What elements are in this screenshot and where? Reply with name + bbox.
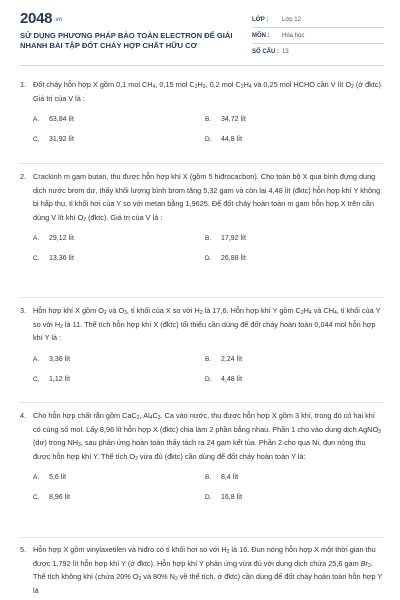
option-value: 4,48 lít — [221, 375, 243, 383]
worksheet-meta — [252, 12, 384, 65]
question-1 — [20, 78, 384, 144]
answer-options — [33, 473, 384, 502]
worksheet-header — [20, 10, 384, 66]
logo-text: 2048 — [20, 10, 53, 27]
option-d[interactable] — [205, 254, 377, 263]
option-value: 16,8 lít — [221, 494, 243, 502]
option-letter: B. — [205, 355, 212, 363]
option-letter: B. — [205, 474, 212, 482]
option-value: 26,88 lít — [221, 255, 246, 263]
title-line-2: NHANH BÀI TẬP ĐỐT CHÁY HỢP CHẤT HỮU CƠ — [20, 41, 198, 50]
question-3 — [20, 304, 384, 384]
option-letter: A. — [33, 116, 40, 124]
question-count-value: 13 — [282, 48, 289, 55]
option-b[interactable] — [205, 234, 377, 243]
option-letter: A. — [33, 235, 40, 243]
option-value: 34,72 lít — [221, 116, 246, 124]
question-number: 1. — [20, 80, 27, 89]
question-body — [20, 78, 384, 105]
answer-options — [33, 115, 384, 144]
subject-label: MÔN : — [252, 32, 270, 39]
question-body — [20, 409, 384, 463]
option-letter: D. — [205, 136, 212, 144]
option-b[interactable] — [205, 473, 377, 482]
option-value: 63,84 lít — [49, 116, 74, 124]
question-number: 4. — [20, 411, 27, 420]
logo-suffix: .vn — [54, 17, 62, 23]
option-value: 13,36 lít — [49, 255, 74, 263]
option-letter: A. — [33, 355, 40, 363]
option-d[interactable] — [205, 493, 377, 502]
question-2 — [20, 170, 384, 263]
question-divider — [20, 163, 384, 164]
option-a[interactable] — [33, 115, 205, 124]
answer-options — [33, 355, 384, 384]
header-left — [20, 10, 252, 65]
meta-question-count — [252, 44, 384, 59]
option-value: 8,96 lít — [49, 494, 71, 502]
question-text: Hỗn hợp X gồm vinylaxetilen và hiđro có tỉ khối hơi so với $H_2$ là 16. Đun nóng hỗn hợp X một thời gian thu được 1,792 lít hỗn hợp khí Y (ở đktc). Hỗn hợp khí Y phản ứng vừa đủ với dung dịch chứa 25,6 gam $Br_2$. Thể tích không khí (chứa 20% $O_2$ và 80% $N_2$ về thể tích, ở đktc) cần dùng để đốt cháy hoàn toàn hỗn hợp Y là — [33, 545, 383, 595]
question-text: Đốt cháy hỗn hợp X gồm 0,1 mol $CH_4$, 0,15 mol $C_2H_2$, 0,2 mol $C_2H_4$ và 0,25 mol HCHO cần V lít $O_2$ (ở đktc). Giá trị của V là : — [33, 80, 383, 103]
option-letter: A. — [33, 474, 40, 482]
option-c[interactable] — [33, 254, 205, 263]
option-letter: C. — [33, 255, 40, 263]
option-value: 44,8 lít — [221, 136, 243, 144]
option-value: 29,12 lít — [49, 235, 74, 243]
option-value: 5,6 lít — [49, 474, 67, 482]
option-letter: D. — [205, 375, 212, 383]
question-number: 3. — [20, 306, 27, 315]
question-text: Hỗn hợp khí X gồm $O_2$ và $O_3$, tỉ khối của X so với $H_2$ là 17,6. Hỗn hợp khí Y gồm $C_2H_4$ và $CH_4$, tỉ khối của Y so với $H_2$ là 11. Thể tích hỗn hợp khí X (đktc) tối thiểu cần dùng để đốt cháy hoàn toàn 0,044 mol hỗn hợp khí Y là : — [33, 306, 381, 343]
option-a[interactable] — [33, 355, 205, 364]
class-value: Lớp 12 — [282, 16, 301, 23]
question-divider — [20, 297, 384, 298]
question-text: Cho hỗn hợp chất rắn gồm CaC$_2$, $Al_4C_3$. Ca vào nước, thu được hỗn hợp X gồm 3 khí, trong đó có hai khí có cùng số mol. Lấy 8,96 lít hỗn hợp X (đktc) chia làm 2 phần bằng nhau. Phần 1 cho vào dung dịch AgNO$_3$ (dư) trong $NH_3$, sau phản ứng hoàn toàn thấy tách ra 24 gam kết tủa. Phần 2 cho qua Ni, đun nóng thu được hỗn hợp khí Y. Thể tích $O_2$ vừa đủ (đktc) cần dùng để đốt cháy hoàn toàn Y là: — [33, 411, 381, 462]
answer-options — [33, 234, 384, 263]
option-letter: D. — [205, 494, 212, 502]
option-letter: D. — [205, 255, 212, 263]
question-body — [20, 543, 384, 597]
class-label: LỚP : — [252, 16, 269, 23]
question-divider — [20, 537, 384, 538]
title-line-1: SỬ DỤNG PHƯƠNG PHÁP BẢO TOÀN ELECTRON ĐỂ GIẢI — [20, 31, 233, 40]
option-b[interactable] — [205, 355, 377, 364]
question-number: 5. — [20, 545, 27, 554]
worksheet-title — [20, 31, 252, 51]
question-count-label: SỐ CÂU : — [252, 48, 279, 55]
option-d[interactable] — [205, 135, 377, 144]
question-text: Crackinh m gam butan, thu được hỗn hợp khí X (gồm 5 hiđrocacbon). Cho toàn bộ X qua bình đựng dung dịch nước brom dư, thấy khối lượng bình brom tăng 5,32 gam và còn lại 4,48 lít (đktc) hỗn hợp khí Y không bị hấp thụ, tỉ khối hơi của Y so với metan bằng 1,9625. Để đốt cháy hoàn toàn m gam hỗn hợp X trên cần dùng V lít khí $O_2$ (đktc). Giá trị của V là : — [33, 172, 381, 223]
option-value: 1,12 lít — [49, 375, 71, 383]
option-letter: C. — [33, 375, 40, 383]
option-b[interactable] — [205, 115, 377, 124]
option-a[interactable] — [33, 234, 205, 243]
question-5 — [20, 543, 384, 597]
option-value: 8,4 lít — [221, 474, 239, 482]
meta-subject — [252, 28, 384, 44]
question-body — [20, 304, 384, 345]
option-value: 17,92 lít — [221, 235, 246, 243]
option-letter: B. — [205, 235, 212, 243]
subject-value: Hóa học — [282, 32, 305, 39]
option-letter: C. — [33, 494, 40, 502]
option-value: 2,24 lít — [221, 355, 243, 363]
option-value: 31,92 lít — [49, 136, 74, 144]
site-logo[interactable] — [20, 10, 252, 27]
option-letter: B. — [205, 116, 212, 124]
question-4 — [20, 409, 384, 502]
question-number: 2. — [20, 172, 27, 181]
option-value: 3,36 lít — [49, 355, 71, 363]
option-c[interactable] — [33, 375, 205, 384]
question-divider — [20, 402, 384, 403]
option-d[interactable] — [205, 375, 377, 384]
option-a[interactable] — [33, 473, 205, 482]
option-letter: C. — [33, 136, 40, 144]
question-body — [20, 170, 384, 224]
option-c[interactable] — [33, 493, 205, 502]
meta-class — [252, 12, 384, 28]
option-c[interactable] — [33, 135, 205, 144]
